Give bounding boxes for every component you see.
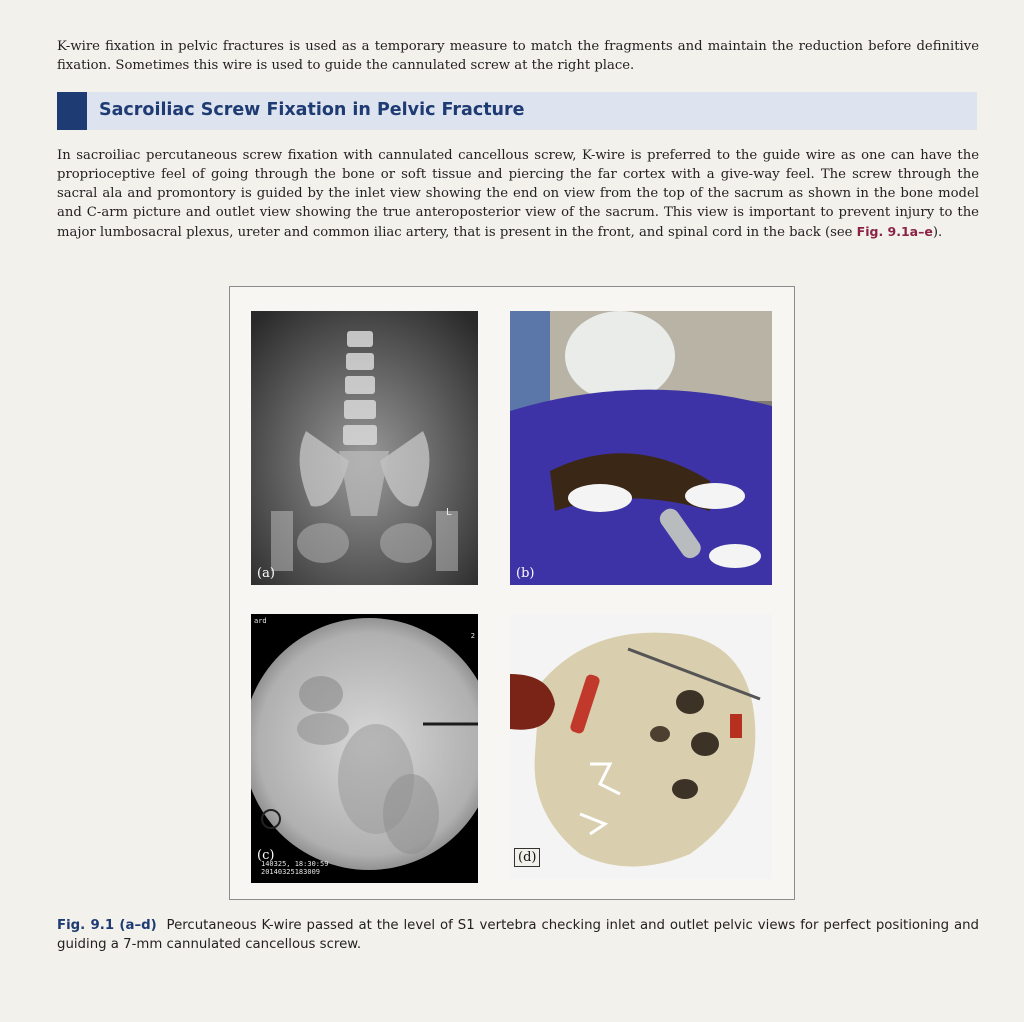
- panel-d-bone-model: [510, 614, 772, 879]
- panel-b-operating-room: [510, 311, 772, 585]
- body-text-main: In sacroiliac percutaneous screw fixation with cannulated cancellous screw, K-wire is preferred to the guide wire as one can have the proprioceptive feel of going through the bone or soft tissue and piercing the far cortex with a give-way feel. The screw through the sacral ala and promontory is guided by the inlet view showing the end on view from the top of the sacrum as shown in the bone model and C-arm picture and outlet view showing the true anteroposterior view of the sacrum. This view is important to prevent injury to the major lumbosacral plexus, ureter and common iliac artery, that is present in the front, and spinal cord in the back (see: [57, 148, 979, 240]
- section-heading-band: [57, 92, 977, 130]
- panel-a-pelvic-xray: [251, 311, 478, 585]
- panel-a-label: (a): [257, 566, 275, 581]
- panel-c-fluoroscopy: [251, 614, 478, 883]
- operating-room-photo: [510, 311, 772, 585]
- panel-c-label: (c): [257, 848, 275, 863]
- panel-b-label: (b): [516, 566, 535, 581]
- section-marker: [57, 92, 87, 130]
- figure-frame: [229, 286, 795, 900]
- fluoroscopy-image: [251, 614, 478, 883]
- intro-text: K-wire fixation in pelvic fractures is used as a temporary measure to match the fragments and maintain the reduction before definitive fixation. Sometimes this wire is used to guide the cannulated screw at the right place.: [57, 39, 979, 73]
- section-title: Sacroiliac Screw Fixation in Pelvic Fracture: [99, 100, 525, 120]
- intro-paragraph: [57, 37, 979, 75]
- fluoro-overlay-top: ard: [254, 617, 267, 625]
- body-text: [57, 146, 979, 242]
- fluoro-id: 20140325183009: [261, 868, 321, 876]
- fluoro-overlay-side: 2: [470, 632, 475, 640]
- caption-text: Percutaneous K-wire passed at the level of S1 vertebra checking inlet and outlet pelvic views for perfect positioning and guiding a 7-mm cannulated cancellous screw.: [57, 918, 979, 952]
- body-text-end: ).: [932, 225, 943, 240]
- figure-caption: [57, 916, 979, 954]
- pelvic-xray-image: [251, 311, 478, 585]
- sacrum-bone-model-photo: [510, 614, 772, 879]
- figure-reference-link[interactable]: Fig. 9.1a–e: [856, 224, 933, 239]
- side-marker-l: L: [446, 507, 452, 518]
- body-paragraph: [57, 146, 979, 242]
- panel-d-label: (d): [514, 848, 540, 867]
- fluoro-timestamp: 140325, 18:30:59: [261, 860, 329, 868]
- caption-label: Fig. 9.1 (a–d): [57, 918, 157, 933]
